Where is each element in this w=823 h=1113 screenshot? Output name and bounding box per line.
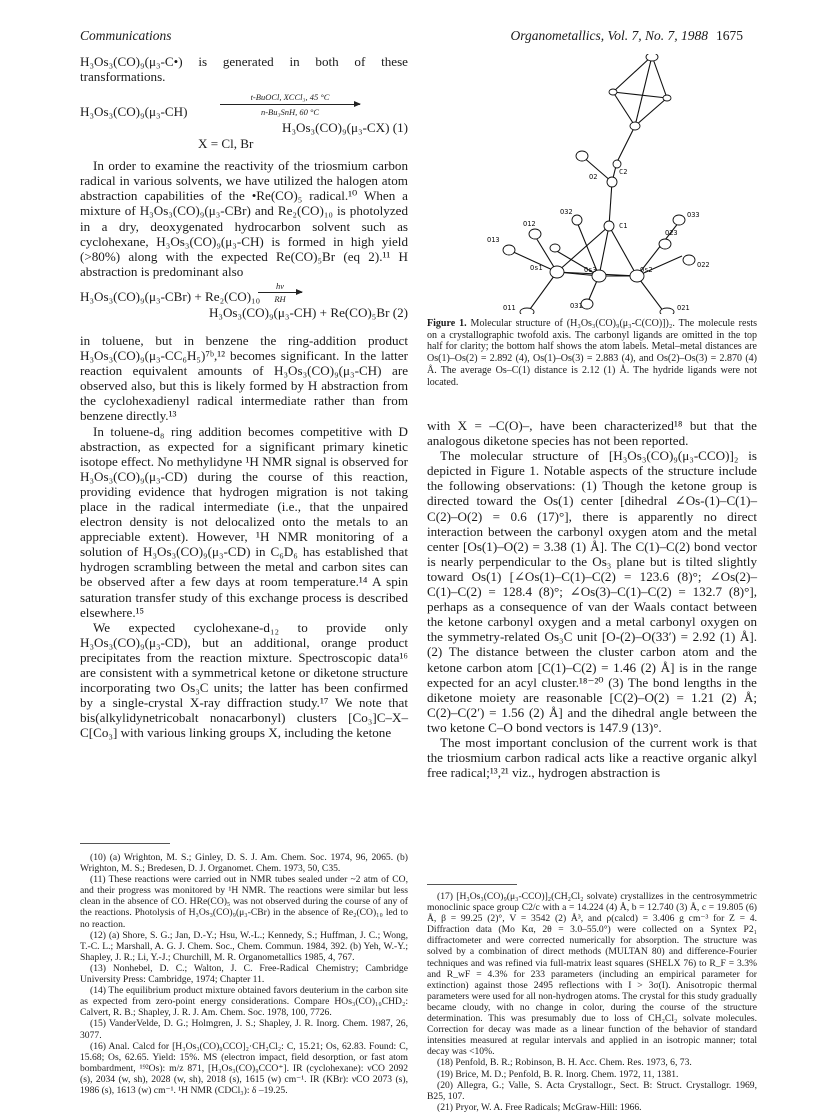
atom-label: O13: [487, 236, 500, 244]
equation-lhs: H₃Os₃(CO)₉(μ₃-CBr) + Re₂(CO)₁₀: [80, 288, 261, 304]
atom-label: Os1: [530, 264, 543, 272]
footnote: (11) These reactions were carried out in NMR tubes sealed under ~2 atm of CO, and their progress was monitored by ¹H NMR. The reactions were similar but less clean in the absence of CO. HRe(CO)₅ was not observed during the course of any of the reactions. Photolysis of H₃Os₃(CO)₉(μ₃-CBr) in the absence of Re₂(CO)₁₀ led to no reaction.: [80, 874, 408, 930]
atom-label: Os3: [584, 266, 597, 274]
equation-1: [80, 90, 408, 152]
arrow-line: [220, 104, 360, 105]
footnote: (17) [H₃Os₃(CO)₉(μ₃-CCO)]₂(CH₂Cl₂ solvate) crystallizes in the centrosymmetric monoclinic space group C2/c with a = 14.224 (4) Å, b = 12.740 (3) Å, c = 19.805 (6) Å, β = 99.25 (2)°, V = 3542 (2) Å³, and ρ(calcd) = 3.406 g cm⁻³ for Z = 4. Diffraction data (Mo Kα, 2θ = 3.0–55.0°) were collected on a Syntex P2₁ diffractometer and were corrected numerically for absorption. The structure was solved by a combination of direct methods (MULTAN 80) and difference-Fourier techniques and was refined via full-matrix least squares (SHELX 76) to R_F = 3.3% and R_wF = 4.3% for 233 parameters (including an empirical parameter for extinction) against those 2495 reflections with I > 3σ(I). Anisotropic thermal parameters were used for all non-hydrogen atoms. The crystal for this study gradually became cloudy, with no change in color, during the course of the structure determination. This was presumably due to loss of CH₂Cl₂ solvate molecules. Correction for decay was made as a linear function of the behavior of standard intensities measured at regular intervals and applied in an isotropic manner; total decay was <10%.: [427, 891, 757, 1058]
paragraph: with X = –C(O)–, have been characterized¹⁸ but that the analogous diketone species has not been reported.: [427, 418, 757, 449]
paragraph: H₃Os₃(CO)₉(μ₃-C•) is generated in both of these transformations.: [80, 54, 408, 85]
journal-name: Organometallics, Vol. 7, No. 7, 1988: [510, 28, 708, 43]
atom-label: O23: [665, 229, 678, 237]
footnote: (20) Allegra, G.; Valle, S. Acta Crystallogr., Sect. B: Struct. Crystallogr. 1969, B25, 107.: [427, 1079, 757, 1102]
footnotes-left: [80, 852, 408, 1096]
footnote: (21) Pryor, W. A. Free Radicals; McGraw-Hill: 1966.: [437, 1101, 642, 1113]
ortep-diagram: [427, 54, 757, 314]
paragraph: in toluene, but in benzene the ring-addition product H₃Os₃(CO)₉(μ₃-CC₆H₅)⁷ᵇ,¹² becomes significant. In the latter reaction equivalent amounts of H₃Os₃(CO)₉(μ₃-CH) are observed also, but this is likely formed by H abstraction from the cyclohexadienyl radical intermediate rather than from benzene directly.¹³: [80, 332, 408, 424]
equation-rhs: H₃Os₃(CO)₉(μ₃-CH) + Re(CO)₅Br (2): [208, 304, 408, 320]
footnote-rule: [427, 884, 517, 885]
atom-label: O2: [589, 173, 598, 181]
reaction-arrow: [258, 281, 302, 304]
paragraph: In toluene-d₈ ring addition becomes competitive with D abstraction, as expected for a significant primary kinetic isotope effect. No methylidyne ¹H NMR signal is observed for H₃Os₃(CO)₉(μ₃-CD) during the course of this reaction, providing evidence that hydrogen migration is not taking place in the radical intermediate (i.e., that the unpaired electron density is not delocalized onto the metals to an appreciable extent). However, ¹H NMR monitoring of a solution of H₃Os₃(CO)₉(μ₃-CD) in C₆D₆ has established that hydrogen scrambling between the metal and carbon sites can be observed after a few days at room temperature.¹⁴ A spin saturation transfer study of this exchange process is described elsewhere.¹⁵: [80, 423, 408, 620]
left-column: [80, 54, 408, 740]
paragraph: We expected cyclohexane-d₁₂ to provide only H₃Os₃(CO)₉(μ₃-CD), but an additional, orange product precipitates from the reaction mixture. Spectroscopic data¹⁶ are consistent with a symmetrical ketone or diketone structure incorporating two Os₃C units; the latter has been confirmed by a single-crystal X-ray diffraction study.¹⁷ We note that bis(alkylidynetricobalt nonacarbonyl) clusters [Co₃]C–X–C[Co₃] with various linking groups X, including the ketone: [80, 619, 408, 741]
atom-label: C1: [619, 222, 628, 230]
equation-2: [80, 280, 408, 323]
atom-label: O32: [560, 208, 573, 216]
footnote: (14) The equilibrium product mixture obtained favors deuterium in the carbon site as expected from zero-point energy considerations. Compare HOs₃(CO)₁₀CHD₂: Calvert, R. B.; Shapley, J. R. J. Am. Chem. Soc. 1978, 100, 7726.: [80, 985, 408, 1019]
footnote: (13) Nonhebel, D. C.; Walton, J. C. Free-Radical Chemistry; Cambridge University Press: Cambridge, 1974; Chapter 11.: [80, 962, 408, 986]
arrow-conditions-above: hν: [275, 280, 285, 291]
footnotes-right: [427, 891, 757, 1113]
journal-citation: [511, 28, 744, 44]
atom-label: Os2: [640, 266, 653, 274]
footnote: (19) Brice, M. D.; Penfold, B. R. Inorg. Chem. 1972, 11, 1381.: [437, 1068, 679, 1080]
footnote: (18) Penfold, B. R.; Robinson, B. H. Acc. Chem. Res. 1973, 6, 73.: [437, 1057, 692, 1069]
arrow-conditions-above: t-BuOCl, XCCl₃, 45 °C: [250, 92, 330, 103]
footnote: (10) (a) Wrighton, M. S.; Ginley, D. S. J. Am. Chem. Soc. 1974, 96, 2065. (b) Wrighton, M. S.; Bredesen, D. J. Organomet. Chem. 1973, 50, C35.: [80, 852, 408, 875]
figure-label: Figure 1.: [427, 318, 467, 329]
figure-caption: [427, 318, 757, 388]
arrow-conditions-below: RH: [274, 293, 286, 304]
paragraph: In order to examine the reactivity of the triosmium carbon radical in various solvents, we have utilized the halogen atom abstraction capabilities of the •Re(CO)₅ radical.¹⁰ When a mixture of H₃Os₃(CO)₉(μ₃-CBr) and Re₂(CO)₁₀ is photolyzed in a dry, deoxygenated hydrocarbon solvent such as cyclohexane, H₃Os₃(CO)₉(μ₃-CH) is formed in high yield (>80%) along with the expected Re(CO)₅Br (eq 2).¹¹ H abstraction is predominant also: [80, 158, 408, 279]
atom-label: O31: [570, 302, 583, 310]
equation-rhs: H₃Os₃(CO)₉(μ₃-CX) (1): [281, 120, 408, 136]
section-title: Communications: [80, 28, 172, 43]
paragraph: The molecular structure of [H₃Os₃(CO)₉(μ₃-CCO)]₂ is depicted in Figure 1. Notable aspects of the structure include the following observations: (1) Though the ketone group is directed toward the Os(1) center [dihedral ∠Os-(1)–C(1)–C(2)–O(2) = 0.6 (17)°], there is apparently no direct interaction between the carbonyl oxygen atom and the metal center [Os(1)–O(2) = 3.38 (1) Å]. The C(1)–C(2) bond vector is nearly perpendicular to the Os₃ plane but is tilted slightly toward Os(1) [∠Os(1)–C(1)–C(2) = 123.6 (8)°; ∠Os(2)–C(1)–C(2) = 128.4 (8)°; ∠Os(3)–C(1)–C(2) = 132.7 (8)°], perhaps as a consequence of van der Waals contact between the ketone carbonyl oxygen and a metal carbonyl oxygen on the symmetry-related Os₃C unit [O-(2)–O(33′) = 2.92 (1) Å]. (2) The distance between the cluster carbon atom and the ketone carbon atom [C(1)–C(2) = 1.46 (2) Å] is in the range expected for an acyl cluster.¹⁸⁻²⁰ (3) The bond lengths in the diketone moiety are reasonable [C(2)–O(2) = 1.21 (2) Å; C(2)–C(2′) = 1.56 (2) Å] and the dihedral angle between the two ketone C–O bond vectors is 147.9 (13)°.: [427, 448, 757, 735]
equation-substituent: X = Cl, Br: [198, 136, 254, 152]
footnote: (12) (a) Shore, S. G.; Jan, D.-Y.; Hsu, W.-L.; Kennedy, S.; Huffman, J. C.; Wong, T.-C. L.; Marshall, A. G. J. Chem. Soc., Chem. Commun. 1984, 392. (b) Yeh, W.-Y.; Shapley, J. R.; Li, Y.-J.; Churchill, M. R. Organometallics 1985, 4, 767.: [80, 929, 408, 963]
running-header: [80, 28, 743, 48]
atom-label: O33: [687, 211, 700, 219]
footnote: (16) Anal. Calcd for [H₃Os₃(CO)₉CCO]₂·CH₂Cl₂: C, 15.21; Os, 62.83. Found: C, 15.68; Os, 62.65. Yield: 15%. MS (electron impact, field desorption, or fast atom bombardment, ¹⁹²Os): m/z 871, [H₃Os₃(CO)₉CCO⁺]. IR (cyclohexane): νCO 2092 (s), 2034 (w, sh), 2028 (w, sh), 2018 (s), 1615 (w) cm⁻¹. IR (KBr): νCO 2073 (s), 1986 (s), 1613 (w) cm⁻¹. ¹H NMR (CDCl₃): δ –19.25.: [80, 1040, 408, 1096]
paragraph: The most important conclusion of the current work is that the triosmium carbon radical acts like a reactive organic alkyl free radical;¹³,²¹ viz., hydrogen abstraction is: [427, 734, 757, 781]
figure-1-molecular-structure: [427, 54, 757, 314]
equation-lhs: H₃Os₃(CO)₉(μ₃-CH): [80, 104, 188, 120]
reaction-arrow: [220, 92, 360, 117]
footnote: (15) VanderVelde, D. G.; Holmgren, J. S.; Shapley, J. R. Inorg. Chem. 1987, 26, 3077.: [80, 1018, 408, 1041]
atom-label: O12: [523, 220, 536, 228]
arrow-conditions-below: n-Bu₃SnH, 60 °C: [260, 107, 320, 118]
page-number: 1675: [716, 28, 743, 43]
atom-label: O21: [677, 304, 690, 312]
atom-label: O11: [503, 304, 516, 312]
caption-text: Molecular structure of (H₃Os₃(CO)₉(μ₃-C(CO)])₂. The molecule rests on a crystallographic twofold axis. The carbonyl ligands are omitted in the top half for clarity; the bottom half shows the atom labels. Metal–metal distances are Os(1)–Os(2) = 2.892 (4), Os(1)–Os(3) = 2.883 (4), and Os(2)–Os(3) = 2.870 (4) Å. The average Os–C(1) distance is 2.12 (1) Å. The hydride ligands were not located.: [427, 318, 758, 388]
atom-label: O22: [697, 261, 710, 269]
arrow-line: [258, 292, 302, 293]
right-column: [427, 418, 757, 780]
footnote-rule: [80, 843, 170, 844]
atom-label: C2: [619, 168, 628, 176]
